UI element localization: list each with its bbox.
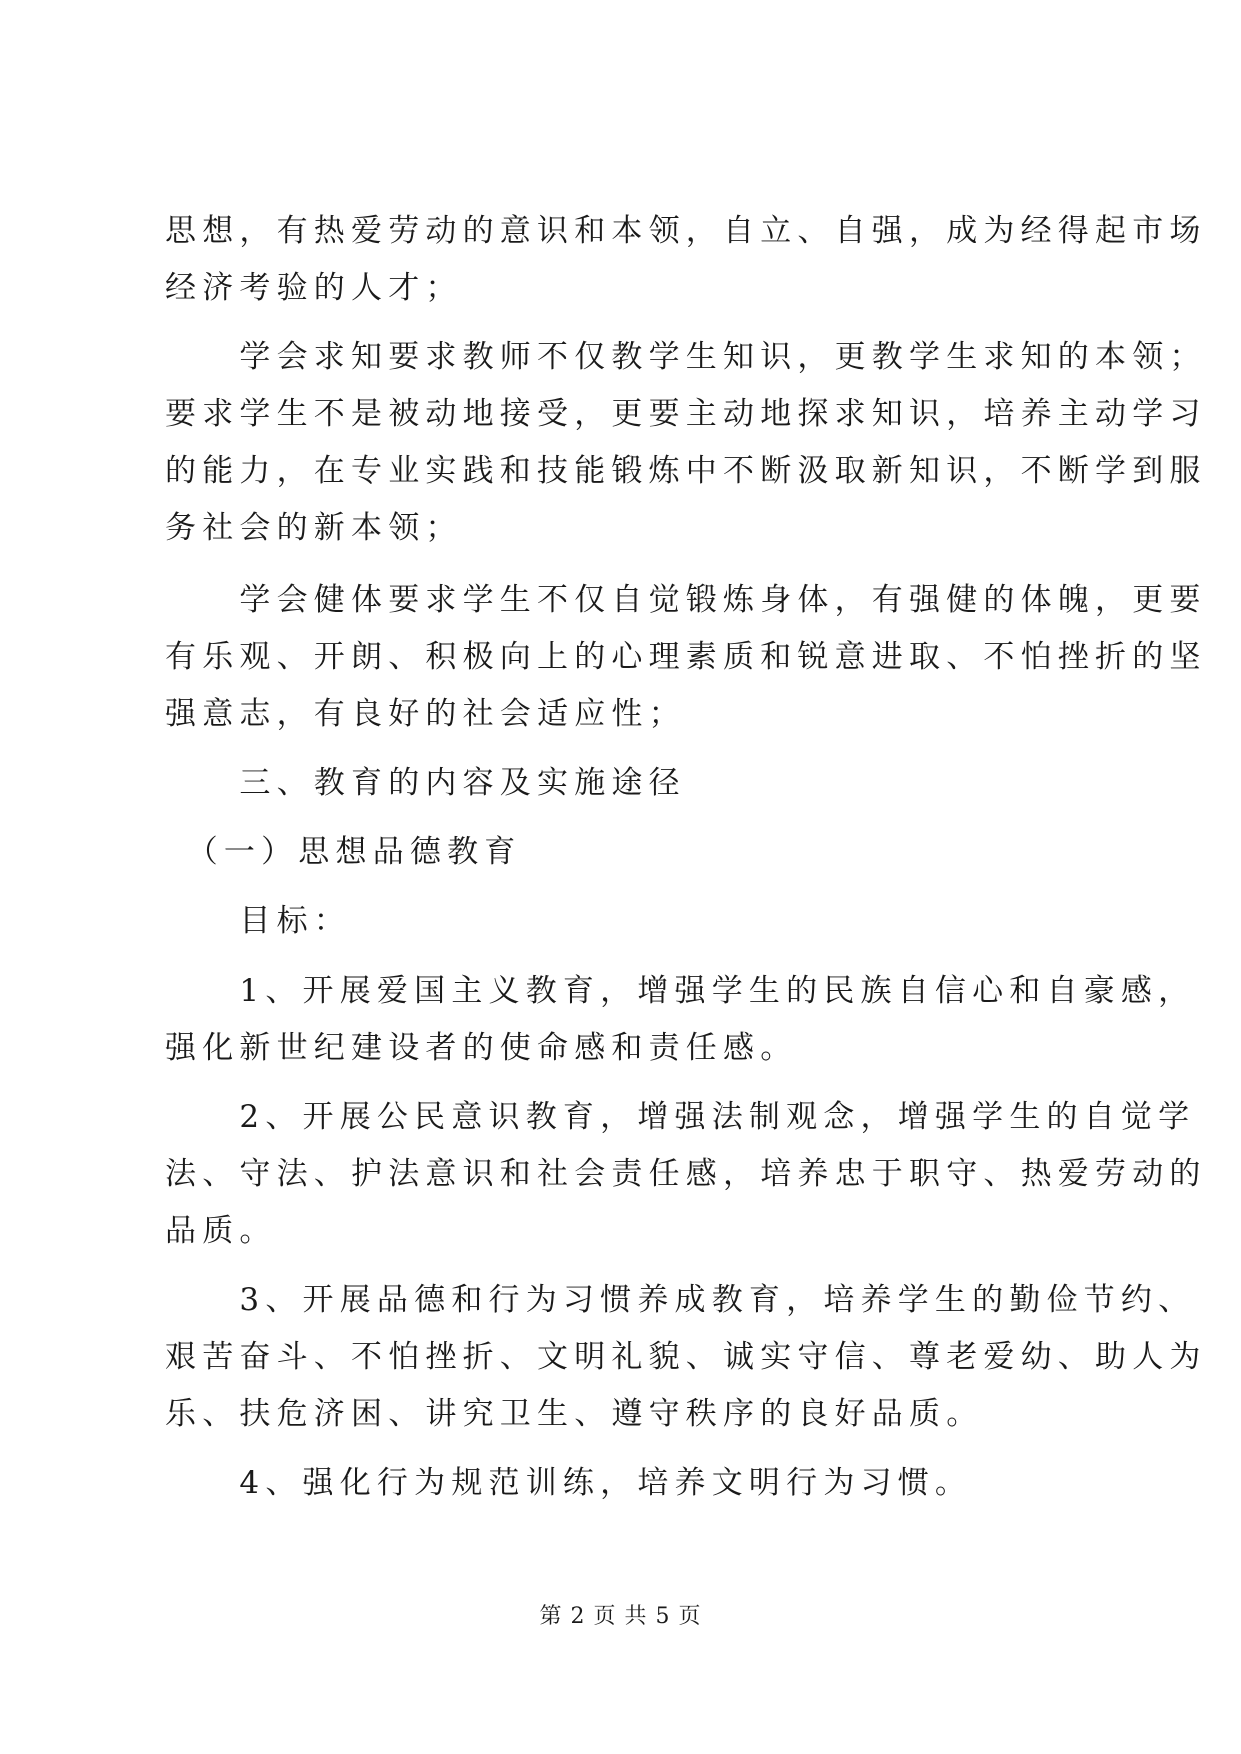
text-line: 有乐观、开朗、积极向上的心理素质和锐意进取、不怕挫折的坚 (165, 639, 1207, 675)
text-line: 目标： (165, 903, 351, 939)
text-line: 思想，有热爱劳动的意识和本领，自立、自强，成为经得起市场 (165, 213, 1207, 249)
section-heading: 三、教育的内容及实施途径 (165, 765, 686, 801)
text-line: 务社会的新本领； (165, 510, 463, 546)
text-line: 学会健体要求学生不仅自觉锻炼身体，有强健的体魄，更要 (165, 582, 1207, 618)
text-line: 学会求知要求教师不仅教学生知识，更教学生求知的本领； (165, 339, 1207, 375)
text-line: 艰苦奋斗、不怕挫折、文明礼貌、诚实守信、尊老爱幼、助人为 (165, 1339, 1207, 1375)
subsection-heading: （一）思想品德教育 (165, 834, 522, 870)
text-line: 经济考验的人才； (165, 270, 463, 306)
text-line: 2、开展公民意识教育，增强法制观念，增强学生的自觉学 (165, 1099, 1196, 1135)
text-line: 3、开展品德和行为习惯养成教育，培养学生的勤俭节约、 (165, 1282, 1196, 1318)
page-footer: 第 2 页 共 5 页 (539, 1604, 702, 1629)
text-line: 强意志，有良好的社会适应性； (165, 696, 686, 732)
text-line: 法、守法、护法意识和社会责任感，培养忠于职守、热爱劳动的 (165, 1156, 1207, 1192)
text-line: 要求学生不是被动地接受，更要主动地探求知识，培养主动学习 (165, 396, 1207, 432)
text-line: 品质。 (165, 1213, 277, 1249)
text-line: 4、强化行为规范训练，培养文明行为习惯。 (165, 1465, 973, 1501)
text-line: 的能力，在专业实践和技能锻炼中不断汲取新知识，不断学到服 (165, 453, 1207, 489)
text-line: 强化新世纪建设者的使命感和责任感。 (165, 1030, 798, 1066)
text-line: 乐、扶危济困、讲究卫生、遵守秩序的良好品质。 (165, 1396, 984, 1432)
text-line: 1、开展爱国主义教育，增强学生的民族自信心和自豪感， (165, 973, 1196, 1009)
